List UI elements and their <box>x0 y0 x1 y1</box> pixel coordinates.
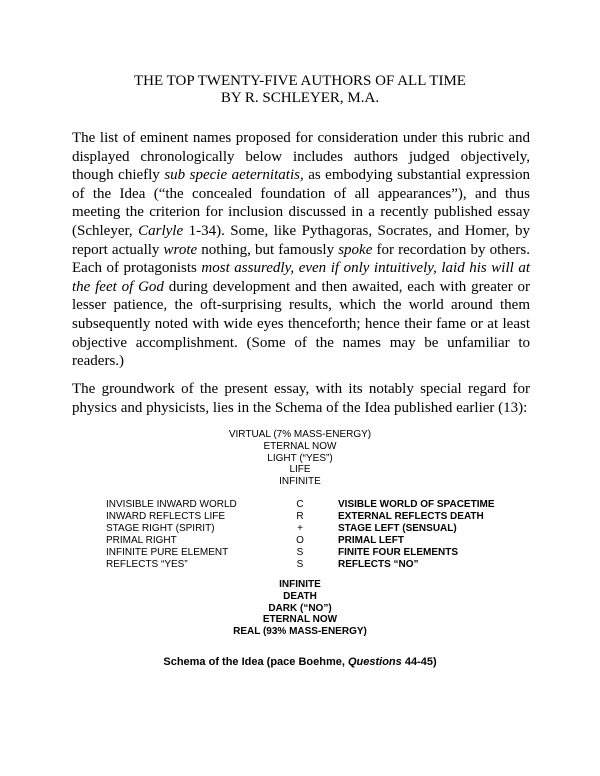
intro-paragraph <box>72 129 530 371</box>
essay-byline: BY R. SCHLEYER, M.A. <box>220 90 380 106</box>
schema-top-line: LIGHT (“YES”) <box>267 452 333 464</box>
schema-mid: S <box>296 547 304 558</box>
schema-left: REFLECTS “YES” <box>106 559 188 570</box>
schema-right: STAGE LEFT (SENSUAL) <box>338 523 457 534</box>
schema-top-block <box>150 429 450 488</box>
schema-row <box>0 499 600 511</box>
schema-top-line: LIFE <box>289 464 311 476</box>
italic-run: wrote <box>163 241 198 258</box>
schema-bottom-line: DARK (“NO”) <box>268 602 332 614</box>
text-run: , as embodying substantial expression of the Idea (“the concealed foundation of all appearances”), and thus meeting the criterion for inclusion discussed in a recently published essay (Schleyer, <box>72 167 530 239</box>
schema-row <box>0 511 600 523</box>
schema-top-line: INFINITE <box>279 476 321 488</box>
schema-caption <box>0 656 600 668</box>
schema-right: PRIMAL LEFT <box>338 535 404 546</box>
schema-row <box>0 523 600 535</box>
schema-bottom-line: INFINITE <box>279 579 321 590</box>
schema-bottom-line: REAL (93% MASS-ENERGY) <box>233 626 367 638</box>
schema-left: PRIMAL RIGHT <box>106 535 177 546</box>
caption-italic: Questions <box>347 656 402 668</box>
text-run: during development and then awaited, each with greater or lesser patience, the oft-surprising results, which the world around them subsequently noted with wide eyes thenceforth; hence their fame or at least objective accomplishment. (Some of the names may be unfamiliar to readers.) <box>72 278 531 370</box>
schema-top-line: ETERNAL NOW <box>263 440 337 452</box>
schema-bottom-line: DEATH <box>283 590 317 602</box>
schema-mid: O <box>296 535 304 546</box>
essay-title: THE TOP TWENTY-FIVE AUTHORS OF ALL TIME <box>134 73 466 89</box>
text-run: for recordation by others. Each of protagonists <box>72 241 531 277</box>
schema-right: REFLECTS “NO” <box>338 559 419 570</box>
italic-run: sub specie aeternitatis <box>164 167 300 184</box>
schema-right: VISIBLE WORLD OF SPACETIME <box>338 499 495 510</box>
italic-run: Carlyle <box>138 222 184 239</box>
schema-bottom-line: ETERNAL NOW <box>262 614 338 626</box>
schema-top-line: VIRTUAL (7% MASS-ENERGY) <box>228 429 372 440</box>
text-run: nothing, but famously <box>197 241 339 258</box>
italic-run: spoke <box>338 241 373 258</box>
text-run: 1-34). Some, like Pythagoras, Socrates, and Homer, by report actually <box>72 222 530 258</box>
caption-text: 44-45) <box>401 656 437 668</box>
schema-left: STAGE RIGHT (SPIRIT) <box>106 523 215 534</box>
schema-right: FINITE FOUR ELEMENTS <box>338 547 458 558</box>
schema-mid: R <box>296 511 304 522</box>
schema-row <box>0 547 600 559</box>
schema-bottom-block <box>150 579 450 638</box>
italic-run: most assuredly, even if only intuitively, laid his will at the feet of God <box>72 260 530 295</box>
text-run: The list of eminent names proposed for consideration under this rubric and displayed chronologically below includes authors judged objectively, though chiefly <box>72 130 530 184</box>
caption-text: Schema of the Idea (pace Boehme, <box>163 656 348 668</box>
schema-row <box>0 559 600 571</box>
schema-left: INFINITE PURE ELEMENT <box>106 547 229 558</box>
schema-mid: + <box>297 523 303 534</box>
schema-mid: S <box>296 559 304 570</box>
schema-row <box>0 535 600 547</box>
schema-right: EXTERNAL REFLECTS DEATH <box>338 511 484 522</box>
schema-left: INVISIBLE INWARD WORLD <box>106 499 237 510</box>
schema-left: INWARD REFLECTS LIFE <box>106 511 226 522</box>
schema-mid: C <box>296 499 304 510</box>
groundwork-paragraph: The groundwork of the present essay, with its notably special regard for physics and physicists, lies in the Schema of the Idea published earlier (13): <box>72 381 530 416</box>
